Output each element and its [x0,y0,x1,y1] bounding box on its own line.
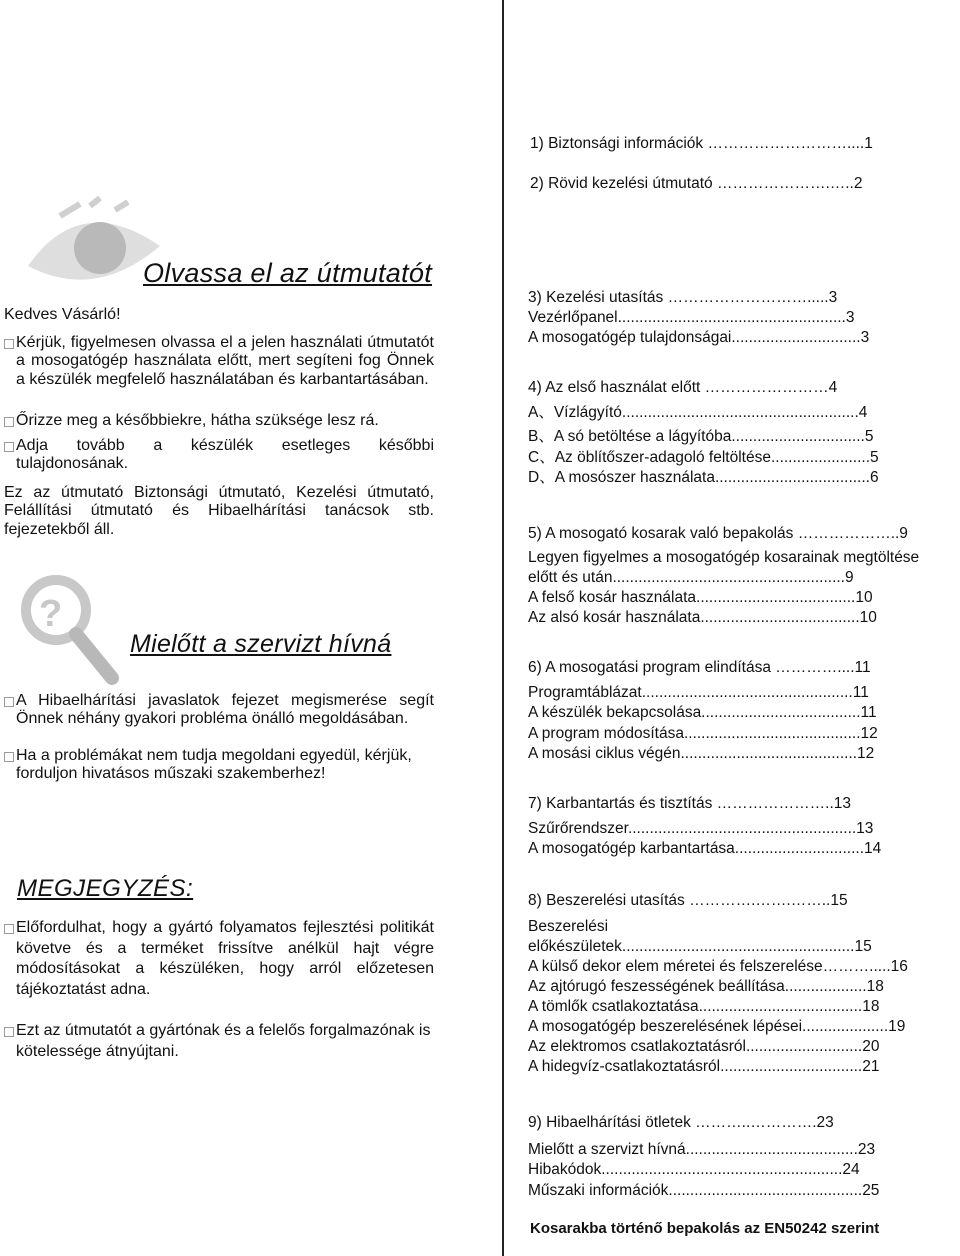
toc-entry[interactable]: A felső kosár használata.....................................10 [528,589,873,606]
toc-item-2[interactable]: 2) Rövid kezelési útmutató ………………….…..2 [530,175,863,192]
toc-entry[interactable]: előtt és után......................................................9 [528,569,854,586]
toc-entry[interactable]: Az elektromos csatlakoztatásról...........................20 [528,1038,880,1055]
toc-entry[interactable]: A mosogatógép beszerelésének lépései....................19 [528,1018,906,1035]
toc-heading[interactable]: 6) A mosogatási program elindítása …………....11 [528,659,871,676]
toc-entry[interactable]: Vezérlőpanel.....................................................3 [528,309,855,326]
service-bullet-2: Ha a problémákat nem tudja megoldani egyedül, kérjük, forduljon hivatásos műszaki szakemberhez! [16,747,412,783]
toc-entry[interactable]: előkészületek......................................................15 [528,938,872,955]
toc-entry[interactable]: Az alsó kosár használata.....................................10 [528,609,877,626]
greeting: Kedves Vásárló! [4,306,121,323]
toc-heading[interactable]: 4) Az első használat előtt ……………………4 [528,379,838,396]
toc-entry[interactable]: Mielőtt a szervizt hívná........................................23 [528,1140,876,1158]
toc-item-1[interactable]: 1) Biztonsági információk ………………………....1 [530,135,873,152]
toc-section-9 [528,1113,879,1201]
toc-section-4 [528,378,879,489]
note-bullet-2: Ezt az útmutatót a gyártónak és a felelős forgalmazónak is kötelessége átnyújtani. [16,1022,431,1060]
square-bullet-icon [4,1027,14,1037]
toc-section-5 [528,524,919,628]
toc-entry[interactable]: A mosogatógép karbantartása..............................14 [528,840,882,857]
toc-entry[interactable]: Az ajtórugó feszességének beállítása...................18 [528,978,884,995]
toc-entry[interactable]: A mosogatógép tulajdonságai..............................3 [528,329,870,346]
square-bullet-icon [4,697,14,707]
toc-entry[interactable]: A mosási ciklus végén.........................................12 [528,745,875,762]
service-bullet-1: A Hibaelhárítási javaslatok fejezet megismerése segít Önnek néhány gyakori probléma önálló megoldásában. [16,692,434,728]
toc-heading[interactable]: 9) Hibaelhárítási ötletek ………..………….23 [528,1114,834,1131]
square-bullet-icon [4,752,14,762]
square-bullet-icon [4,442,14,452]
toc-entry[interactable]: Hibakódok........................................................24 [528,1161,860,1178]
toc-entry[interactable]: A hidegvíz-csatlakoztatásról.................................21 [528,1058,880,1075]
toc-heading[interactable]: 3) Kezelési utasítás ……………………….....3 [528,289,838,306]
toc-entry[interactable]: Műszaki információk.............................................25 [528,1181,880,1199]
column-divider [502,0,504,1256]
intro-bullet-3: Adja tovább a készülék esetleges későbbi tulajdonosának. [16,437,434,473]
toc-entry[interactable]: B、A só betöltése a lágyítóba...............................5 [528,428,874,445]
toc-heading[interactable]: 7) Karbantartás és tisztítás …………………..13 [528,795,852,812]
intro-bullet-1: Kérjük, figyelmesen olvassa el a jelen használati útmutatót a mosogatógép használata előtt, mert segíteni fog Önnek a készülék megfelelő használatában és karbantartásában. [16,334,434,388]
square-bullet-icon [4,417,14,427]
toc-entry[interactable]: A tömlők csatlakoztatása......................................18 [528,998,880,1015]
toc-entry[interactable]: Legyen figyelmes a mosogatógép kosarainak megtöltése [528,549,920,566]
toc-entry[interactable]: D、A mosószer használata....................................6 [528,469,879,486]
note-bullet-1: Előfordulhat, hogy a gyártó folyamatos fejlesztési politikát követve és a terméket frissítve anélkül hajt végre módosításokat a készüléken, hogy arról előzetesen tájékoztatást adna. [16,919,434,998]
toc-entry[interactable]: Szűrőrendszer.....................................................13 [528,819,874,837]
toc-entry[interactable]: A külső dekor elem méretei és felszerelése……….....16 [528,958,908,975]
toc-entry[interactable]: Programtáblázat.................................................11 [528,683,869,701]
intro-paragraph: Ez az útmutató Biztonsági útmutató, Kezelési útmutató, Felállítási útmutató és Hibaelhárítási tanácsok stb. fejezetekből áll. [4,484,434,538]
square-bullet-icon [4,339,14,349]
magnifier-question-icon [16,568,126,688]
note-title: MEGJEGYZÉS: [17,875,194,902]
square-bullet-icon [4,924,14,934]
intro-bullet-2: Őrizze meg a későbbiekre, hátha szüksége lesz rá. [16,412,379,429]
toc-section-3 [528,288,869,348]
toc-heading[interactable]: 8) Beszerelési utasítás ………….…….……..15 [528,892,848,909]
toc-section-6 [528,658,878,765]
toc-entry[interactable]: Beszerelési [528,918,609,935]
toc-entry[interactable]: A、Vízlágyító.......................................................4 [528,403,868,421]
toc-entry[interactable]: A program módosítása.........................................12 [528,724,878,742]
svg-text:?: ? [39,593,63,635]
toc-entry[interactable]: A készülék bekapcsolása.....................................11 [528,704,877,721]
toc-section-8 [528,891,908,1077]
page-title: Olvassa el az útmutatót [143,258,433,288]
service-title: Mielőtt a szervizt hívná [130,630,392,658]
footer-heading: Kosarakba történő bepakolás az EN50242 szerint [530,1220,880,1237]
toc-section-7 [528,794,881,860]
toc-heading[interactable]: 5) A mosogató kosarak való bepakolás ………………..9 [528,525,908,542]
toc-entry[interactable]: C、Az öblítőszer-adagoló feltöltése.......................5 [528,448,879,466]
